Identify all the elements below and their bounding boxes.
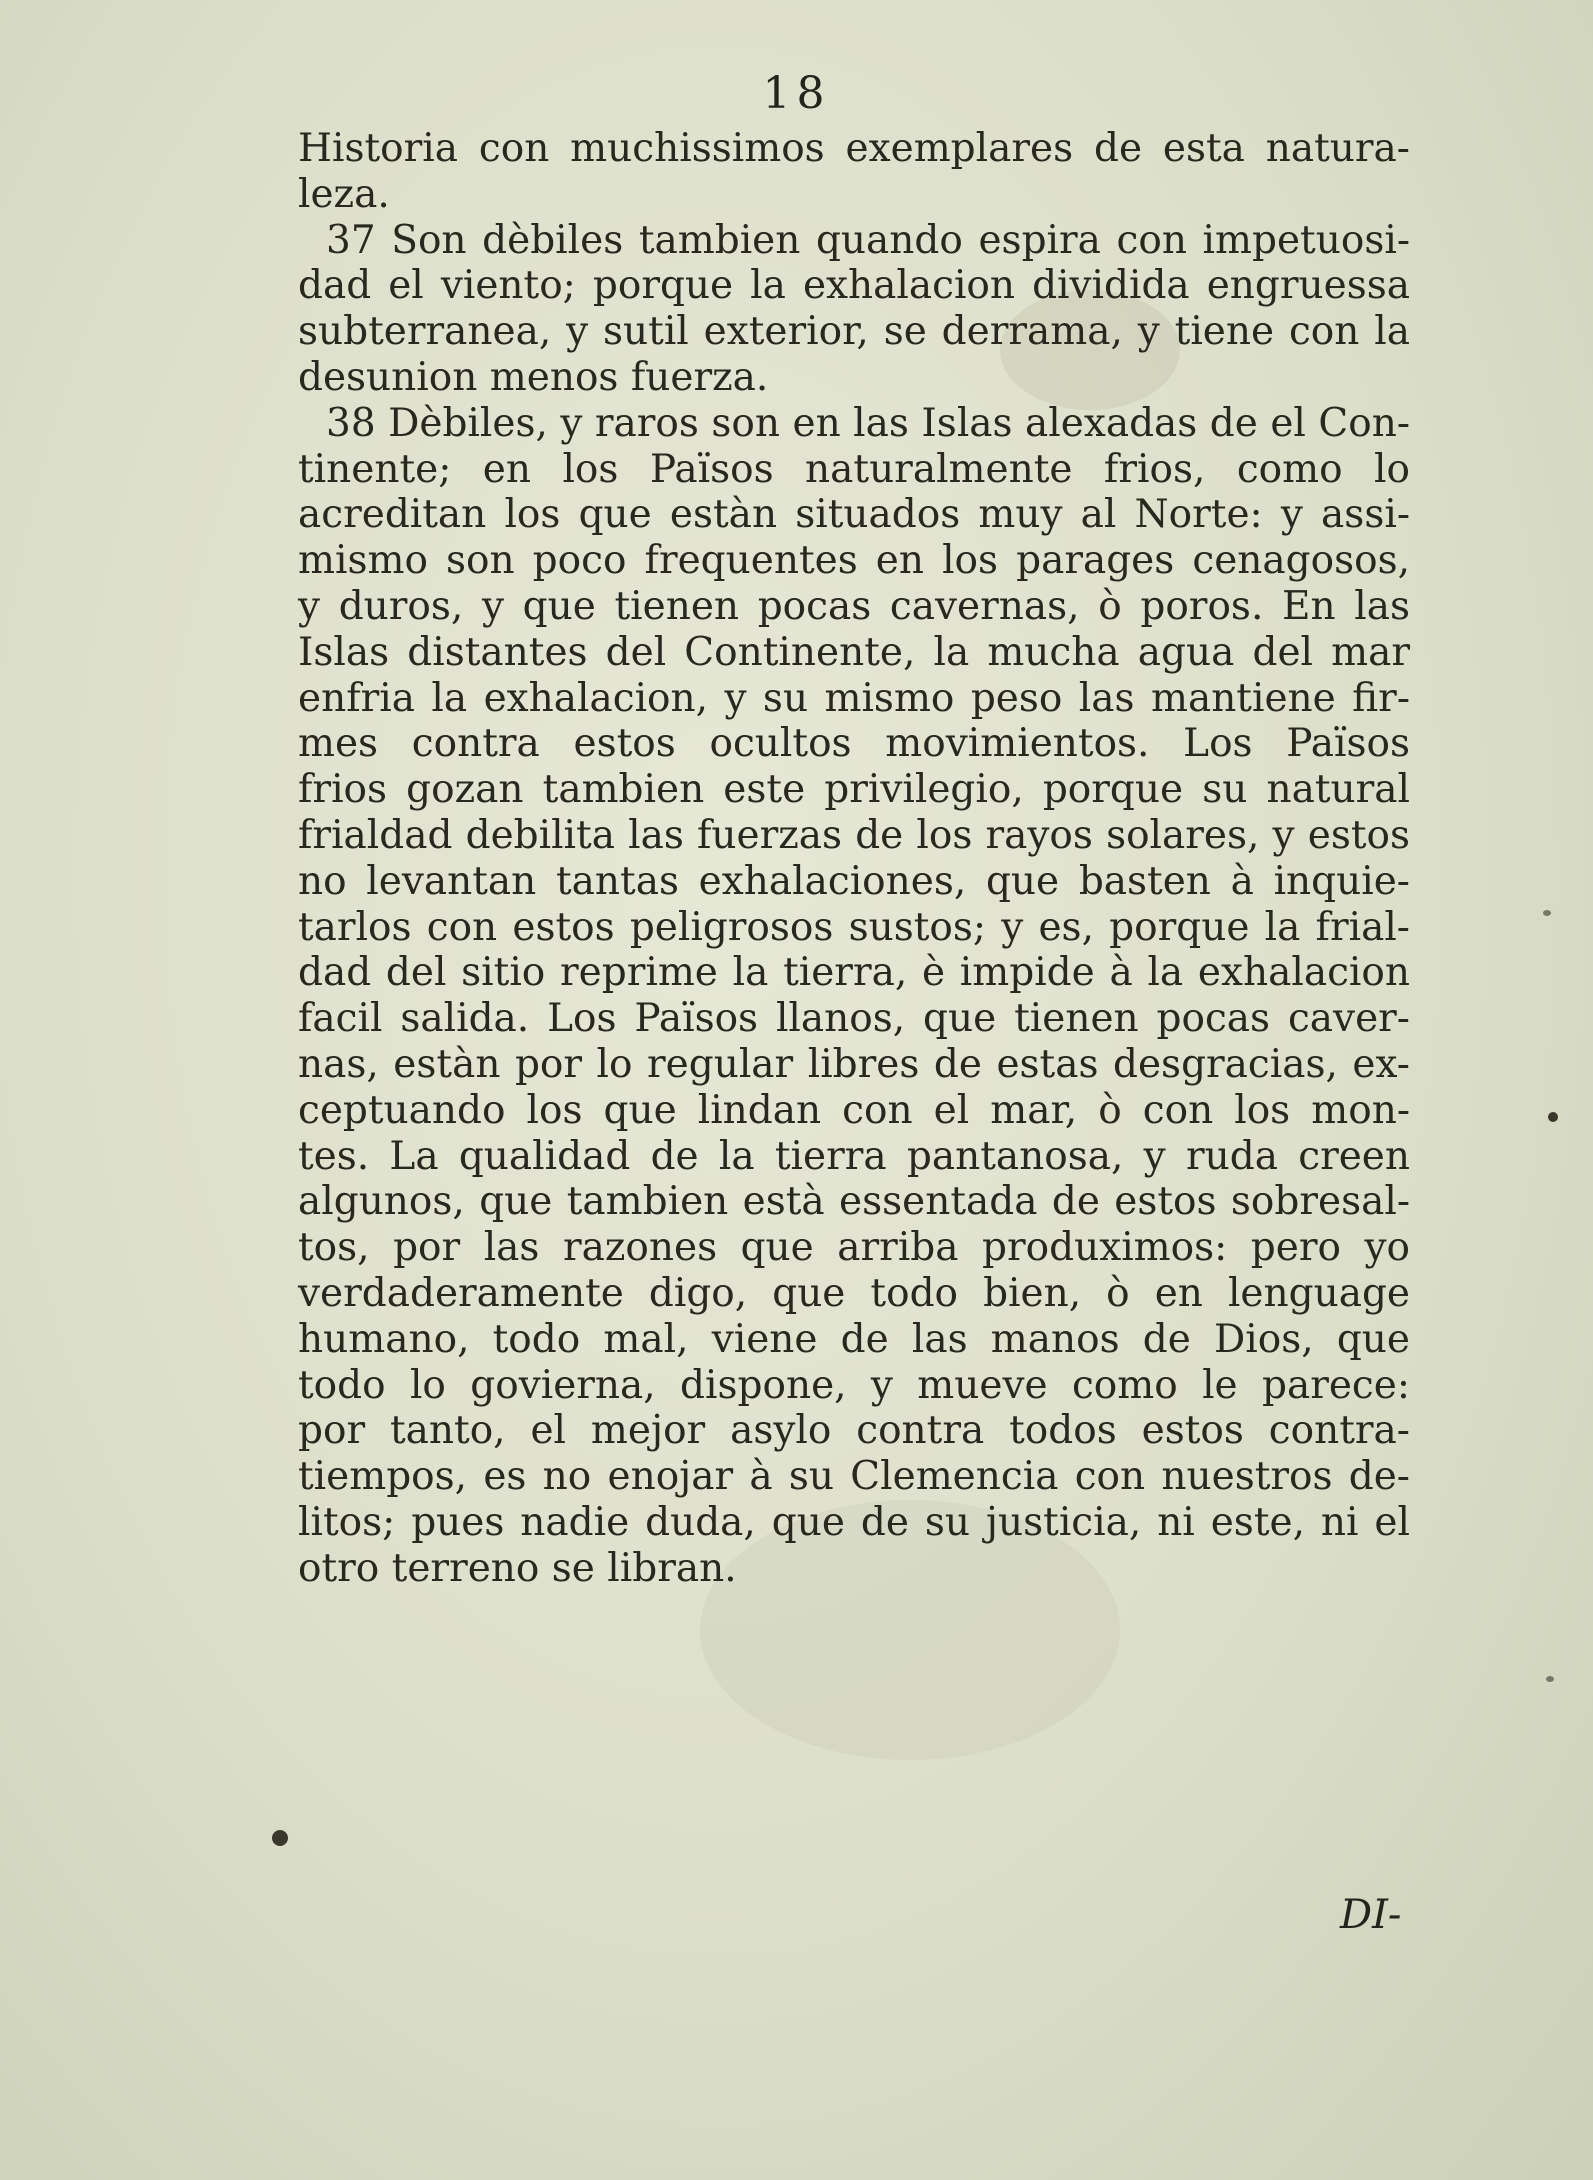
body-text [298,126,1410,1592]
text-line: frialdad debilita las fuerzas de los rayos solares, y estos [298,812,1410,858]
text-line: algunos, que tambien està essentada de estos sobresal- [298,1179,1410,1225]
text-line: ceptuando los que lindan con el mar, ò con los mon- [298,1087,1410,1133]
text-line: desunion menos fuerza. [298,354,769,400]
text-line: subterranea, y sutil exterior, se derrama, y tiene con la [298,309,1410,355]
paragraph-37-start: 37 Son dèbiles tambien quando espira con impetuosi- [326,217,1410,263]
text-line: tinente; en los Països naturalmente frios, como lo [298,446,1410,492]
ink-spot [1548,1112,1558,1122]
text-line: acreditan los que estàn situados muy al Norte: y assi- [298,492,1410,538]
text-line: mes contra estos ocultos movimientos. Los Països [298,721,1410,767]
text-line: por tanto, el mejor asylo contra todos estos contra- [298,1408,1410,1454]
text-line: tiempos, es no enojar à su Clemencia con nuestros de- [298,1454,1410,1500]
text-line: tos, por las razones que arriba produximos: pero yo [298,1225,1410,1271]
text-line: tarlos con estos peligrosos sustos; y es, porque la frial- [298,904,1410,950]
text-line: verdaderamente digo, que todo bien, ò en lenguage [298,1270,1410,1316]
text-line: todo lo govierna, dispone, y mueve como le parece: [298,1362,1410,1408]
text-line: leza. [298,171,390,217]
ink-spot [1543,910,1551,916]
text-line: Historia con muchissimos exemplares de esta natura- [298,126,1410,171]
text-line: frios gozan tambien este privilegio, porque su natural [298,767,1410,813]
text-line: nas, estàn por lo regular libres de estas desgracias, ex- [298,1041,1410,1087]
text-line: enfria la exhalacion, y su mismo peso las mantiene fir- [298,675,1410,721]
text-line: dad del sitio reprime la tierra, è impide à la exhalacion [298,950,1410,996]
text-line: Islas distantes del Continente, la mucha agua del mar [298,629,1410,675]
page-number: 18 [762,68,831,119]
catchword: DI- [1340,1892,1402,1938]
text-line: humano, todo mal, viene de las manos de Dios, que [298,1316,1410,1362]
text-line: y duros, y que tienen pocas cavernas, ò poros. En las [298,583,1410,629]
paragraph-38-start: 38 Dèbiles, y raros son en las Islas alexadas de el Con- [326,400,1410,446]
text-line: dad el viento; porque la exhalacion dividida engruessa [298,263,1410,309]
ink-spot [272,1830,288,1846]
text-line: facil salida. Los Països llanos, que tienen pocas caver- [298,996,1410,1042]
text-line: tes. La qualidad de la tierra pantanosa, y ruda creen [298,1133,1410,1179]
text-line: litos; pues nadie duda, que de su justicia, ni este, ni el [298,1499,1410,1545]
ink-spot [1546,1676,1554,1682]
text-line: mismo son poco frequentes en los parages cenagosos, [298,538,1410,584]
text-line: otro terreno se libran. [298,1545,737,1591]
text-line: no levantan tantas exhalaciones, que basten à inquie- [298,858,1410,904]
